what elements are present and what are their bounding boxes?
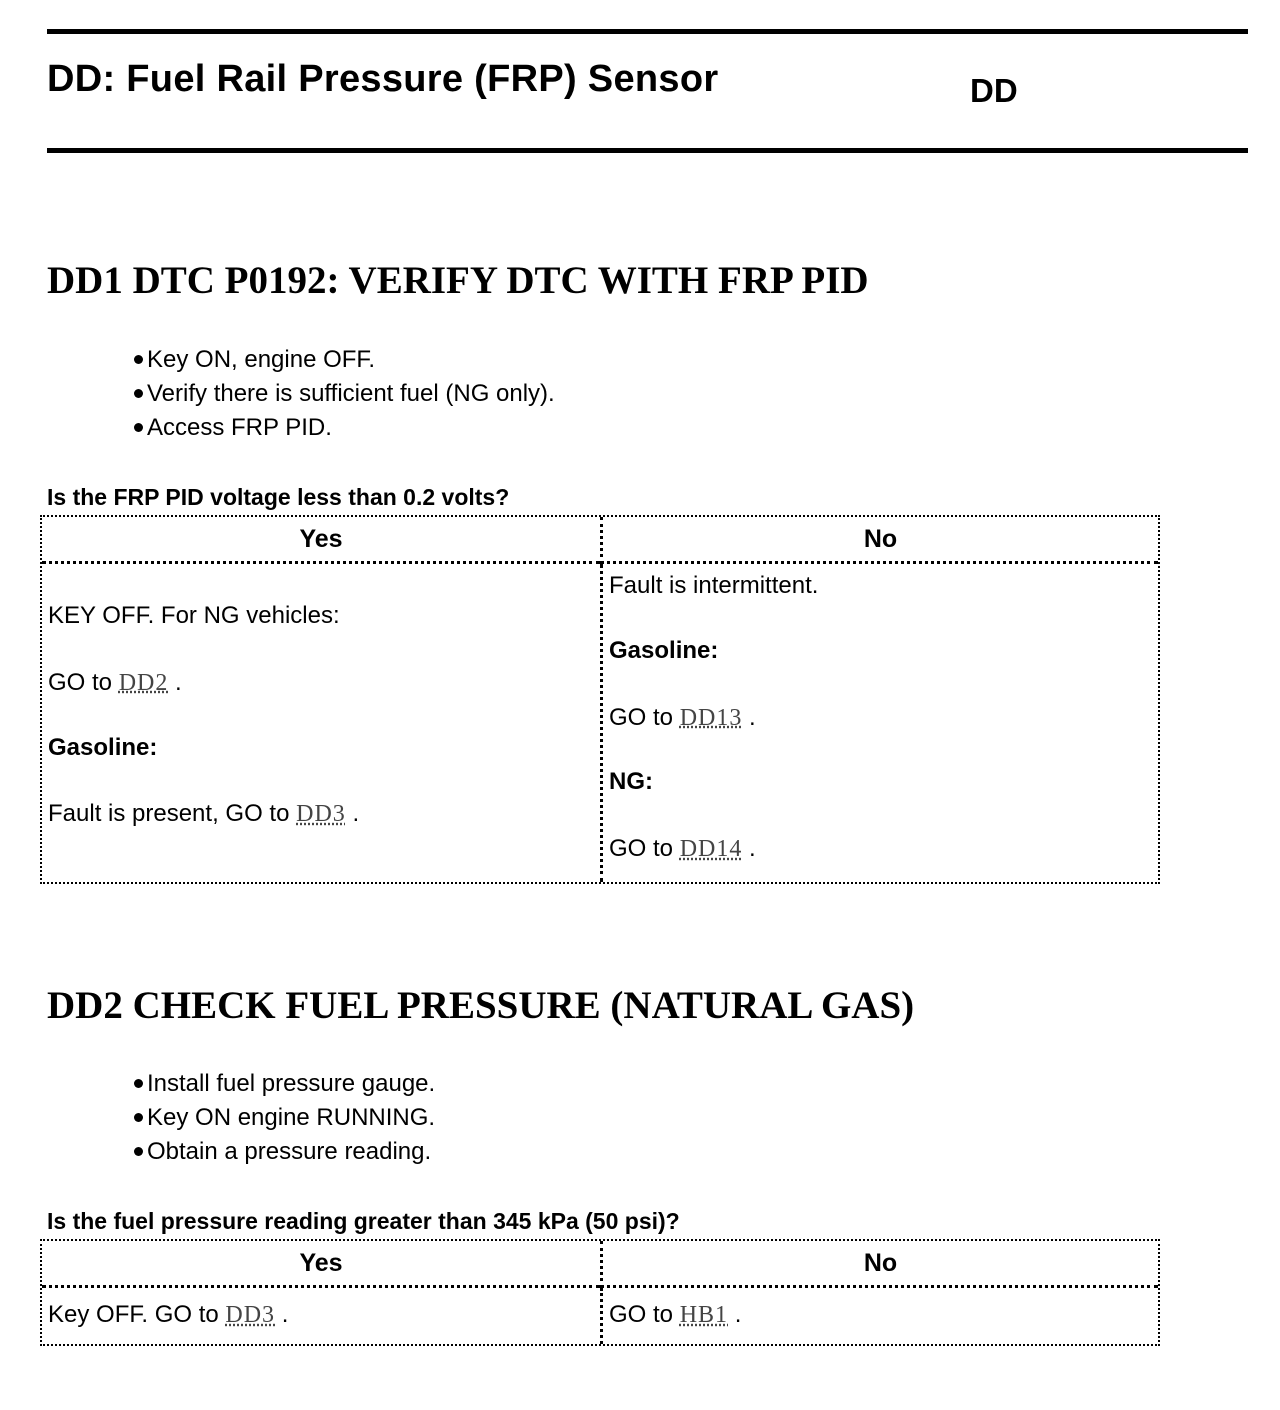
bullet-icon bbox=[134, 1113, 143, 1122]
step-dd1-heading: DD1 DTC P0192: VERIFY DTC WITH FRP PID bbox=[47, 259, 869, 302]
step-dd2-question: Is the fuel pressure reading greater than 345 kPa (50 psi)? bbox=[47, 1208, 680, 1234]
goto-hb1-link[interactable]: HB1 bbox=[679, 1302, 729, 1328]
page-title: DD: Fuel Rail Pressure (FRP) Sensor bbox=[47, 58, 719, 100]
step-dd1-instructions bbox=[130, 343, 555, 445]
step-dd1-question: Is the FRP PID voltage less than 0.2 volts? bbox=[47, 484, 510, 510]
list-item: Install fuel pressure gauge. bbox=[130, 1067, 435, 1101]
yes-gasoline-label: Gasoline: bbox=[48, 733, 158, 761]
no-cell bbox=[600, 564, 1158, 882]
no-column-header: No bbox=[600, 517, 1158, 564]
no-goto-line: GO to HB1 . bbox=[609, 1301, 742, 1328]
goto-dd13-link[interactable]: DD13 bbox=[679, 704, 743, 731]
no-ng-label: NG: bbox=[609, 768, 653, 796]
bullet-icon bbox=[134, 1079, 143, 1088]
no-cell bbox=[600, 1288, 1158, 1344]
no-gasoline-label: Gasoline: bbox=[609, 636, 719, 664]
no-gasoline-goto: GO to DD13 . bbox=[609, 703, 756, 731]
yes-cell bbox=[42, 1288, 600, 1344]
yes-goto-line: Key OFF. GO to DD3 . bbox=[48, 1301, 289, 1328]
yes-ng-line: KEY OFF. For NG vehicles: bbox=[48, 602, 340, 629]
yes-column-header: Yes bbox=[42, 1241, 600, 1288]
no-column-header: No bbox=[600, 1241, 1158, 1288]
step-dd2-instructions bbox=[130, 1067, 435, 1169]
section-code: DD bbox=[970, 72, 1018, 109]
bottom-rule bbox=[47, 148, 1248, 153]
yes-cell bbox=[42, 564, 600, 882]
goto-dd3-link[interactable]: DD3 bbox=[296, 801, 346, 828]
no-ng-goto: GO to DD14 . bbox=[609, 835, 756, 863]
bullet-icon bbox=[134, 423, 143, 432]
step-dd1-answer-table bbox=[40, 515, 1160, 884]
step-dd2-heading: DD2 CHECK FUEL PRESSURE (NATURAL GAS) bbox=[47, 984, 915, 1027]
step-dd2-answer-table bbox=[40, 1239, 1160, 1346]
list-item: Key ON engine RUNNING. bbox=[130, 1101, 435, 1135]
yes-column-header: Yes bbox=[42, 517, 600, 564]
yes-gasoline-goto: Fault is present, GO to DD3 . bbox=[48, 800, 360, 828]
bullet-icon bbox=[134, 1147, 143, 1156]
list-item: Verify there is sufficient fuel (NG only). bbox=[130, 377, 555, 411]
list-item: Key ON, engine OFF. bbox=[130, 343, 555, 377]
goto-dd14-link[interactable]: DD14 bbox=[679, 836, 743, 863]
list-item: Access FRP PID. bbox=[130, 411, 555, 445]
yes-ng-goto: GO to DD2 . bbox=[48, 668, 182, 696]
no-intermittent-line: Fault is intermittent. bbox=[609, 572, 819, 599]
bullet-icon bbox=[134, 355, 143, 364]
top-rule bbox=[47, 29, 1248, 34]
bullet-icon bbox=[134, 389, 143, 398]
goto-dd2-link[interactable]: DD2 bbox=[118, 669, 169, 696]
goto-dd3-link[interactable]: DD3 bbox=[225, 1302, 276, 1328]
list-item: Obtain a pressure reading. bbox=[130, 1135, 435, 1169]
